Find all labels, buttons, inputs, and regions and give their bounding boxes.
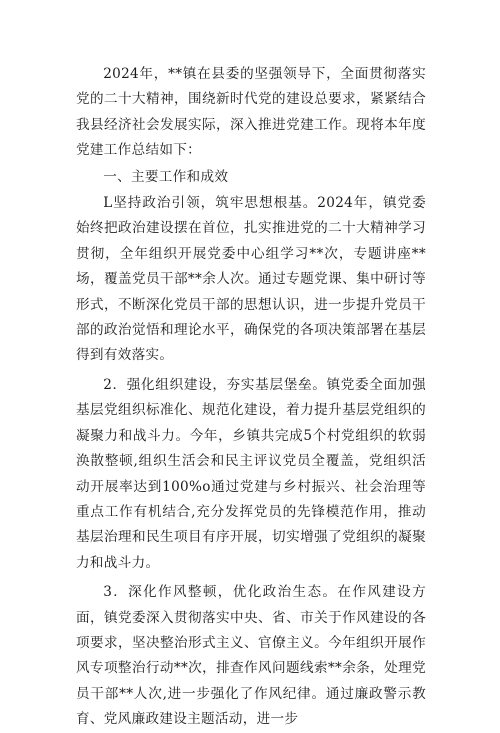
item-paragraph-2: 2．强化组织建设，夯实基层堡垒。镇党委全面加强基层党组织标准化、规范化建设，着力提升基层党组织的凝聚力和战斗力。今年，乡镇共完成5个村党组织的软弱涣散整顿,组织生活会和民主评议党员全覆盖，党组织活动开展率达到100%o通过党建与乡村振兴、社会治理等重点工作有机结合,充分发挥党员的先锋模范作用，推动基层治理和民生项目有序开展，切实增强了党组织的凝聚力和战斗力。 xyxy=(76,376,426,571)
item-paragraph-1: L坚持政治引领，筑牢思想根基。2024年，镇党委始终把政治建设摆在首位，扎实推进党的二十大精神学习贯彻，全年组织开展党委中心组学习**次，专题讲座**场，覆盖党员干部**余人次。通过专题党课、集中研讨等形式，不断深化党员干部的思想认识，进一步提升党员干部的政治觉悟和理论水平，确保党的各项决策部署在基层得到有效落实。 xyxy=(76,195,426,364)
intro-paragraph: 2024年，**镇在县委的坚强领导下，全面贯彻落实党的二十大精神，围绕新时代党的建设总要求，紧紧结合我县经济社会发展实际，深入推进党建工作。现将本年度党建工作总结如下： xyxy=(76,66,426,159)
document-body xyxy=(76,62,426,733)
item-paragraph-3: 3．深化作风整顿，优化政治生态。在作风建设方面，镇党委深入贯彻落实中央、省、市关于作风建设的各项要求，坚决整治形式主义、官僚主义。今年组织开展作风专项整治行动**次，排查作风问题线索**余条，处理党员干部**人次,进一步强化了作风纪律。通过廉政警示教育、党风廉政建设主题活动，进一步 xyxy=(76,584,426,728)
section-heading: 一、主要工作和成效 xyxy=(103,168,229,185)
